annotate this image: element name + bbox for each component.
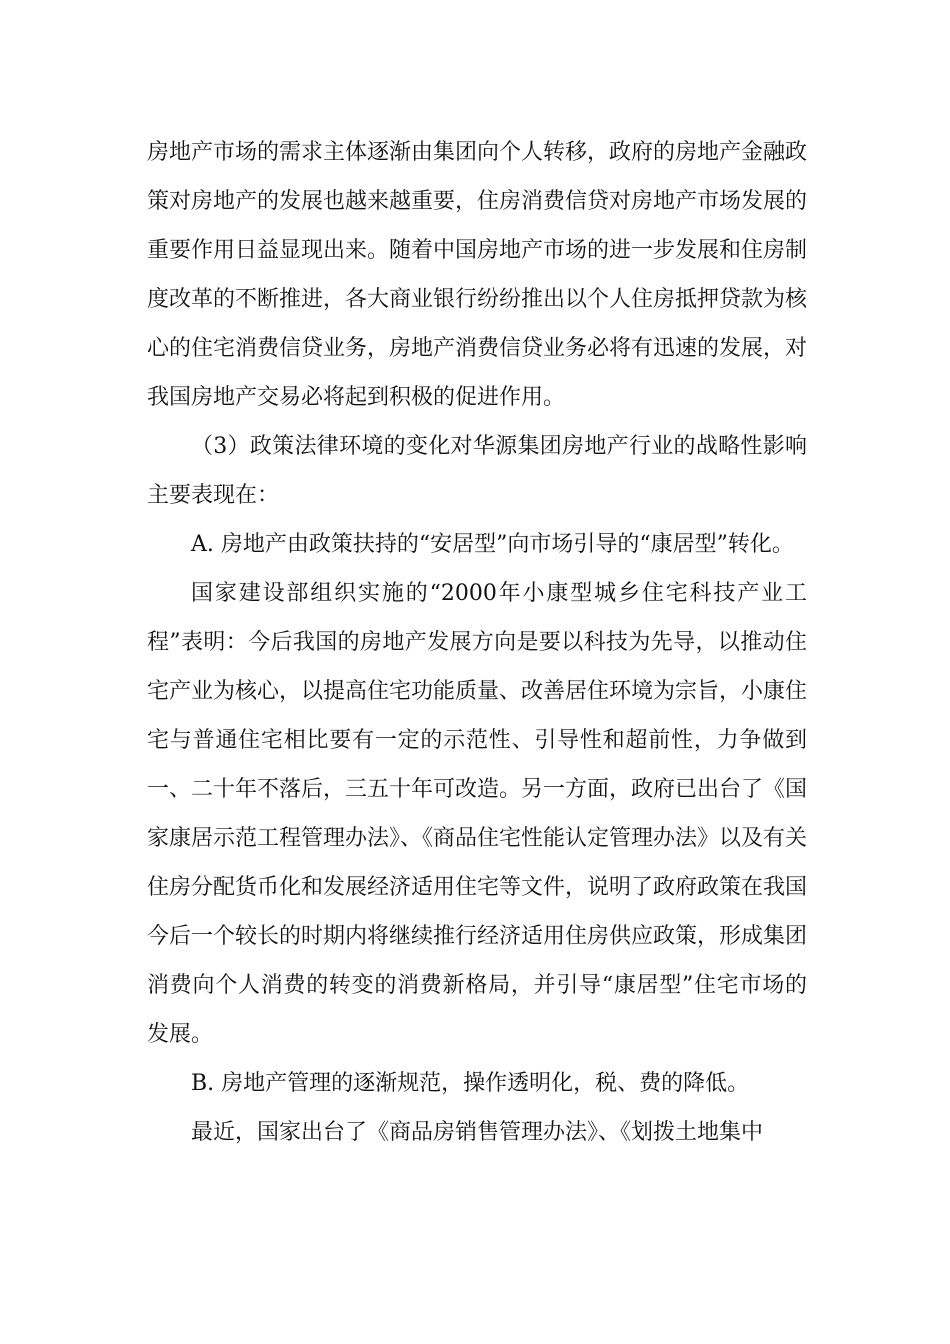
paragraph-point-b: B. 房地产管理的逐渐规范，操作透明化，税、费的降低。	[191, 1071, 750, 1096]
paragraph-point-a: A. 房地产由政策扶持的“安居型”向市场引导的“康居型”转化。	[191, 532, 794, 557]
paragraph-recent-regulations: 最近，国家出台了《商品房销售管理办法》、《划拨土地集中	[191, 1120, 764, 1145]
document-body	[147, 128, 807, 1157]
paragraph-policy-impact-heading: （3）政策法律环境的变化对华源集团房地产行业的战略性影响主要表现在：	[147, 434, 807, 508]
paragraph-market-demand: 房地产市场的需求主体逐渐由集团向个人转移，政府的房地产金融政策对房地产的发展也越来越重要，住房消费信贷对房地产市场发展的重要作用日益显现出来。随着中国房地产市场的进一步发展和住房制度改革的不断推进，各大商业银行纷纷推出以个人住房抵押贷款为核心的住宅消费信贷业务，房地产消费信贷业务必将有迅速的发展，对我国房地产交易必将起到积极的促进作用。	[147, 140, 808, 410]
paragraph-national-program: 国家建设部组织实施的“2000年小康型城乡住宅科技产业工程”表明：今后我国的房地产发展方向是要以科技为先导，以推动住宅产业为核心，以提高住宅功能质量、改善居住环境为宗旨，小康住宅与普通住宅相比要有一定的示范性、引导性和超前性，力争做到一、二十年不落后，三五十年可改造。另一方面，政府已出台了《国家康居示范工程管理办法》、《商品住宅性能认定管理办法》以及有关住房分配货币化和发展经济适用住宅等文件，说明了政府政策在我国今后一个较长的时期内将继续推行经济适用住房供应政策，形成集团消费向个人消费的转变的消费新格局，并引导“康居型”住宅市场的发展。	[147, 581, 808, 1047]
